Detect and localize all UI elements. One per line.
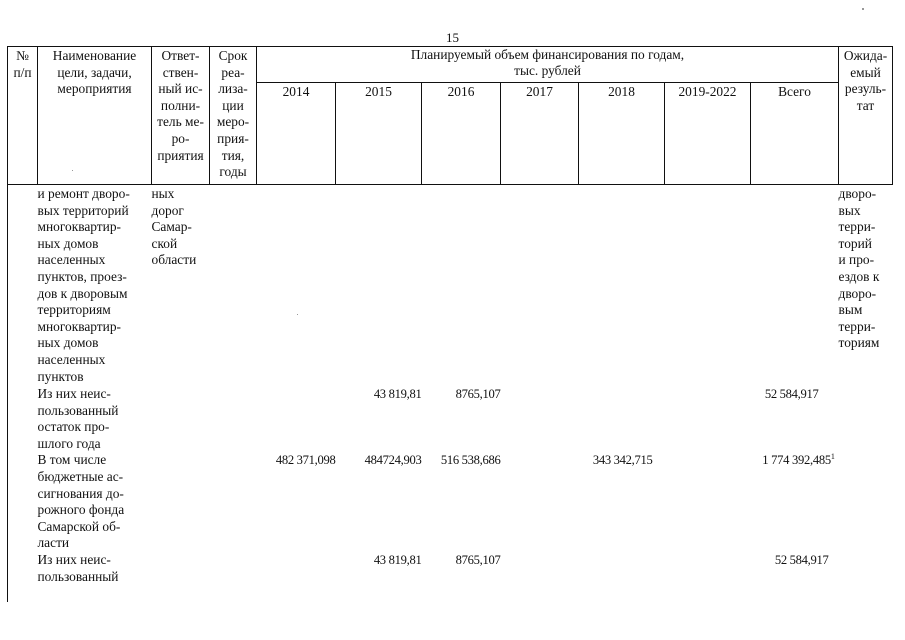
cell-period <box>210 185 257 387</box>
cell-2018 <box>579 185 665 387</box>
cell-2017 <box>501 185 579 387</box>
cell-name: и ремонт дворо- вых территорий многоквартир- ных домов населенных пунктов, проез- дов к дворовым территориям многоквартир- ных домов населенных пунктов <box>37 186 130 384</box>
table-row <box>8 185 893 387</box>
cell-responsible <box>152 386 210 452</box>
cell-2017 <box>501 452 579 552</box>
header-year-2018: 2018 <box>579 83 665 185</box>
header-funding-group: Планируемый объем финансирования по годам, тыс. рублей <box>257 47 839 83</box>
header-responsible: Ответ- ствен- ный ис- полни- тель ме- ро- приятия <box>152 47 210 185</box>
cell-2015: 43 819,81 <box>373 553 422 568</box>
cell-total <box>751 452 839 552</box>
cell-result <box>839 452 893 552</box>
cell-responsible <box>152 452 210 552</box>
scan-speck <box>862 8 864 10</box>
header-period: Срок реа- лиза- ции меро- прия- тия, годы <box>210 47 257 185</box>
cell-result: дворо- вых терри- торий и про- ездов к дворо- вым терри- ториям <box>838 186 880 351</box>
cell-2014: 482 371,098 <box>275 453 336 468</box>
cell-2015 <box>336 185 422 387</box>
cell-number <box>8 386 38 452</box>
cell-period <box>210 386 257 452</box>
header-year-2019-2022: 2019-2022 <box>665 83 751 185</box>
cell-2014 <box>257 185 336 387</box>
cell-2019-2022 <box>665 386 751 452</box>
cell-responsible: ных дорог Самар- ской области <box>151 186 197 268</box>
table-row <box>8 552 893 602</box>
cell-2016: 516 538,686 <box>440 453 501 468</box>
cell-period <box>210 552 257 602</box>
cell-number <box>8 185 38 387</box>
cell-2016 <box>422 185 501 387</box>
cell-total: 52 584,917 <box>764 387 819 401</box>
cell-responsible <box>152 552 210 602</box>
cell-2014 <box>257 386 336 452</box>
total-value: 1 774 392,485 <box>762 453 831 468</box>
cell-result <box>839 552 893 602</box>
header-name: Наименование цели, задачи, мероприятия <box>38 47 152 185</box>
header-result: Ожида- емый резуль- тат <box>839 47 893 185</box>
cell-total: 52 584,917 <box>774 553 829 568</box>
cell-2014 <box>257 552 336 602</box>
cell-2016: 8765,107 <box>455 553 501 568</box>
cell-2019-2022 <box>665 552 751 602</box>
cell-period <box>210 452 257 552</box>
cell-2015: 484724,903 <box>364 453 422 468</box>
cell-name: Из них неис- пользованный <box>37 552 119 584</box>
cell-number <box>8 552 38 602</box>
table-body <box>8 185 893 603</box>
table-row <box>8 386 893 452</box>
cell-total <box>751 185 839 387</box>
cell-name: Из них неис- пользованный остаток про- шлого года <box>37 386 119 451</box>
cell-2016: 8765,107 <box>455 387 501 401</box>
cell-2017 <box>501 552 579 602</box>
header-year-2016: 2016 <box>422 83 501 185</box>
header-total: Всего <box>751 83 839 185</box>
cell-name: В том числе бюджетные ас- сигнования до- рожного фонда Самарской об- ласти <box>37 452 125 551</box>
header-year-2014: 2014 <box>257 83 336 185</box>
cell-number <box>8 452 38 552</box>
table-header <box>8 47 893 185</box>
cell-2018 <box>579 552 665 602</box>
header-year-2017: 2017 <box>501 83 579 185</box>
header-year-2015: 2015 <box>336 83 422 185</box>
table-row <box>8 452 893 552</box>
cell-2019-2022 <box>665 452 751 552</box>
page-number: 15 <box>446 30 459 45</box>
cell-2018: 343 342,715 <box>592 453 653 468</box>
cell-2015: 43 819,81 <box>373 387 422 401</box>
cell-2017 <box>501 386 579 452</box>
funding-table <box>7 46 893 602</box>
cell-result <box>839 386 893 452</box>
header-number: № п/п <box>8 47 38 185</box>
cell-2019-2022 <box>665 185 751 387</box>
cell-2018 <box>579 386 665 452</box>
footnote-marker: 1 <box>830 452 835 462</box>
